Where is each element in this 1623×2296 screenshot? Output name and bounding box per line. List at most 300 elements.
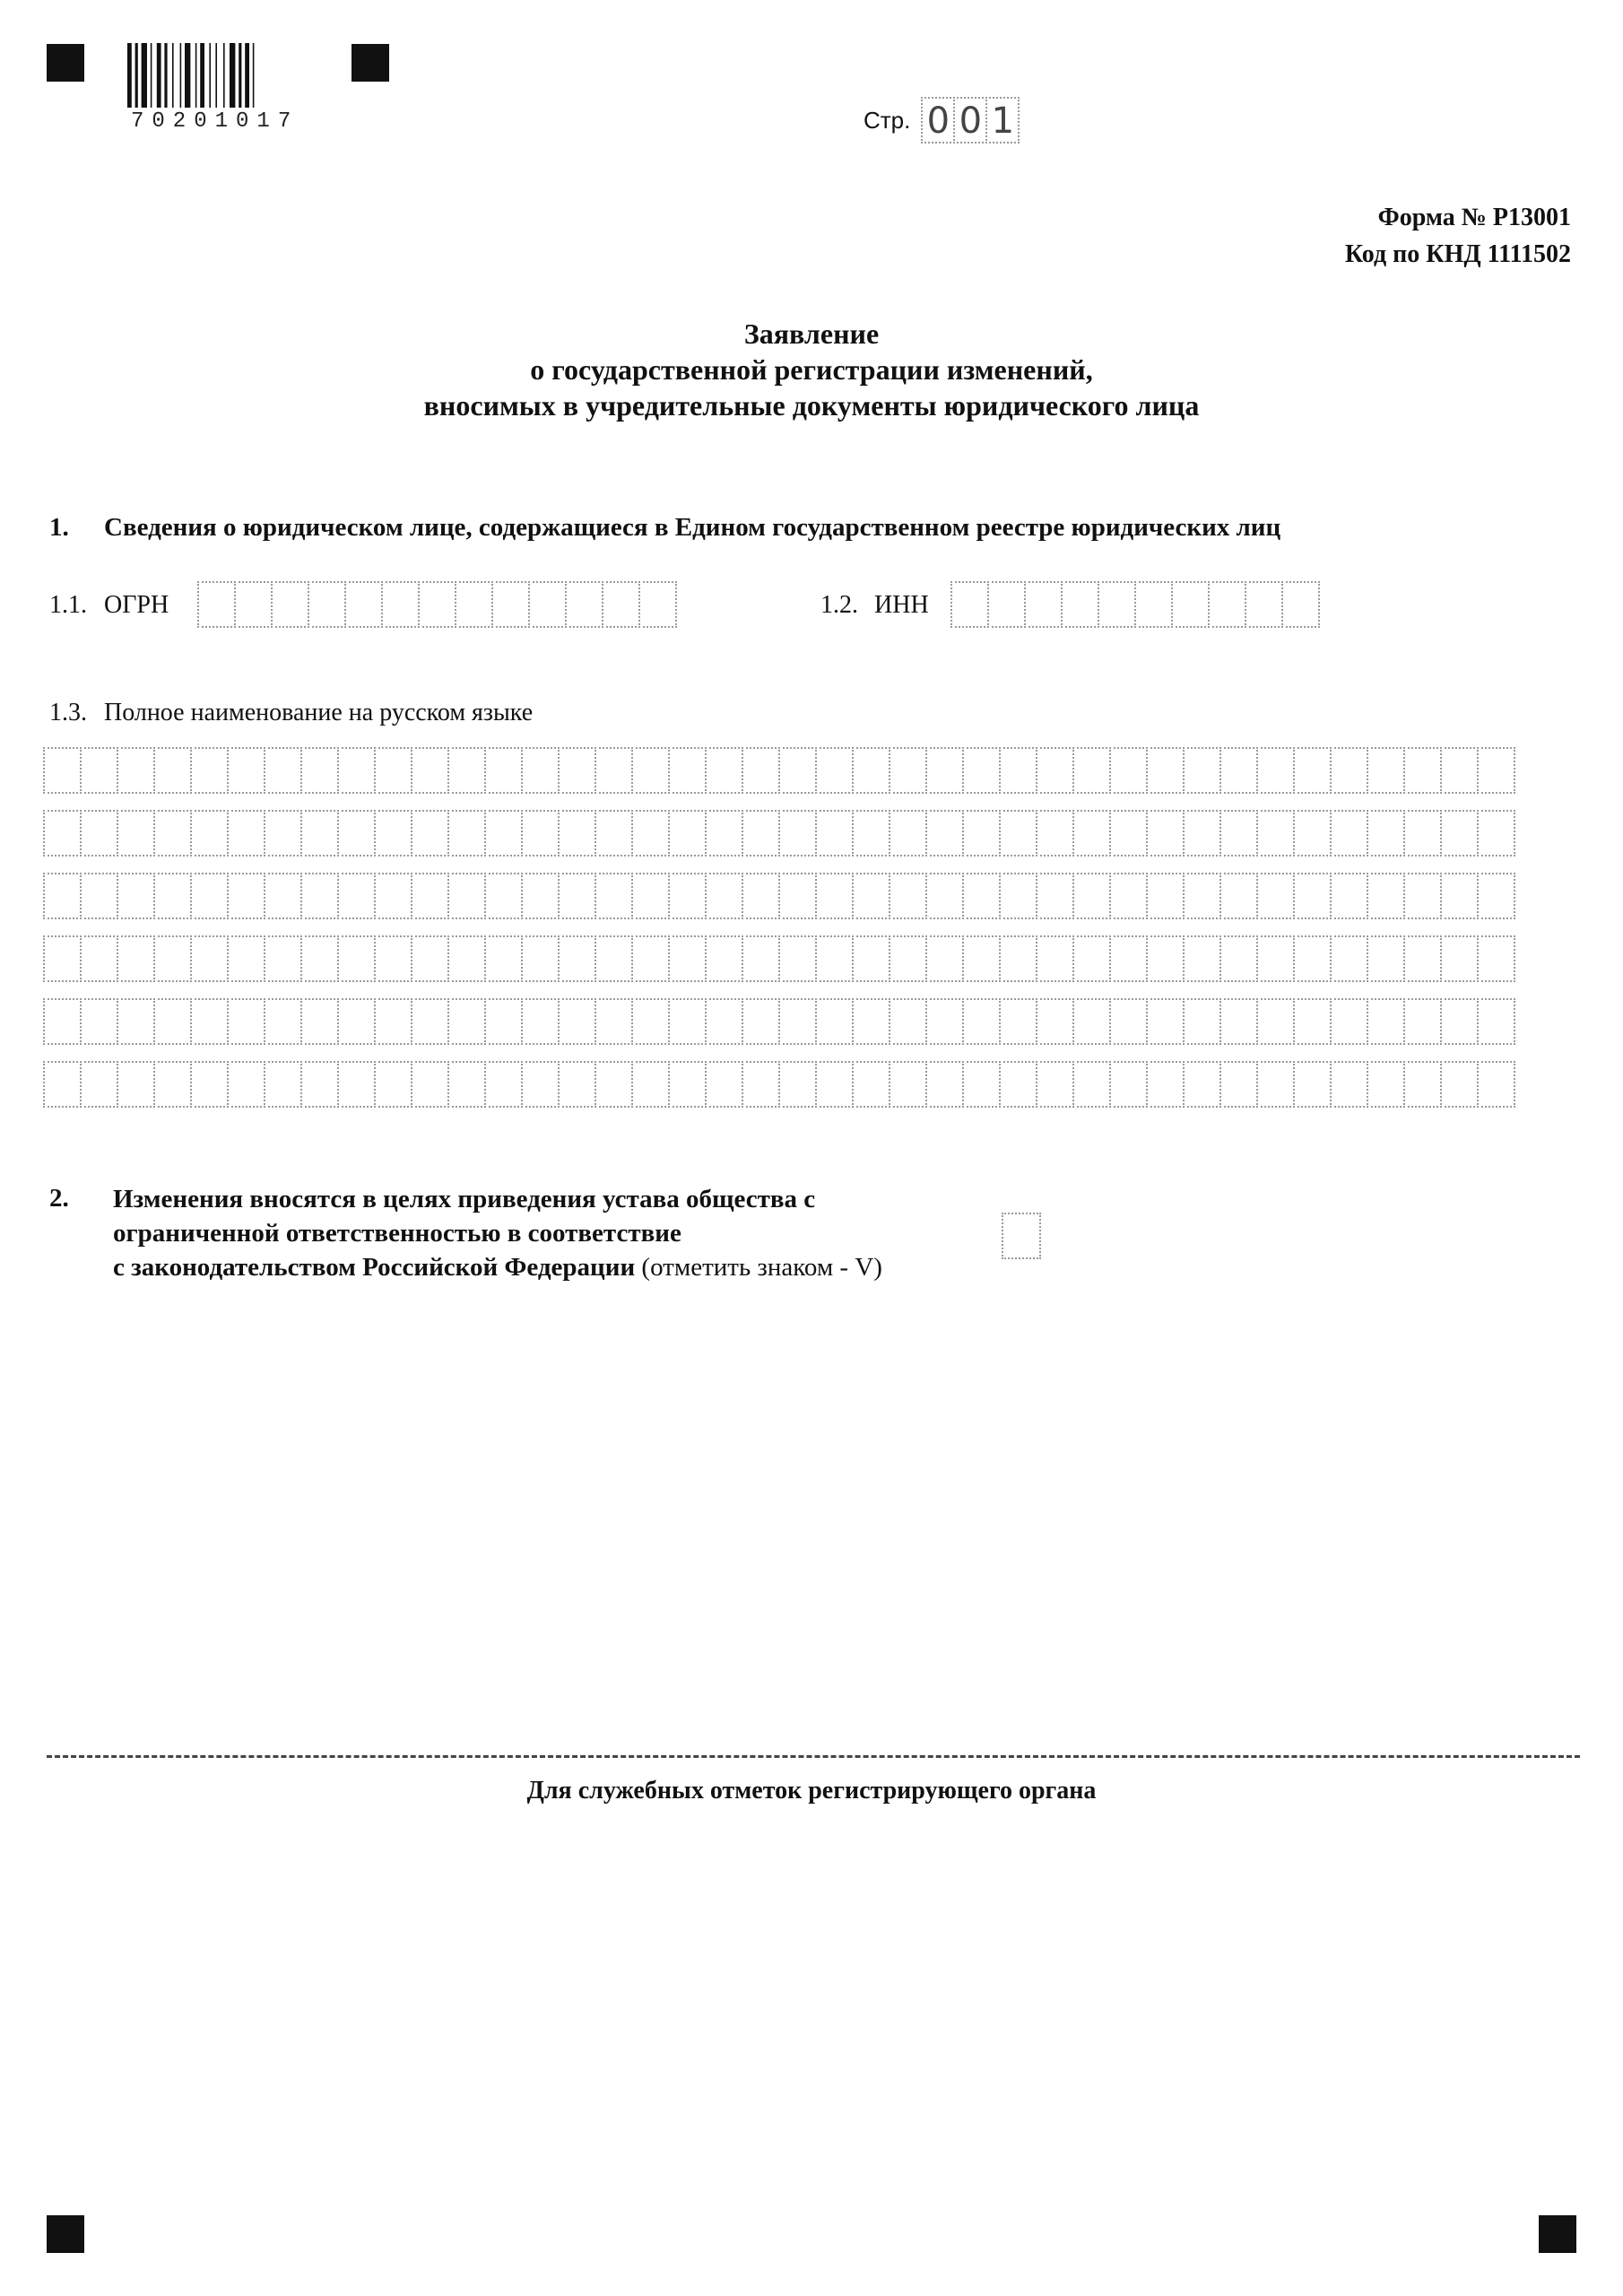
fullname-cell[interactable] (1146, 935, 1185, 982)
page-label: Стр. (864, 106, 911, 134)
fullname-cell[interactable] (1219, 935, 1258, 982)
fullname-cell[interactable] (852, 998, 890, 1045)
fullname-cell[interactable] (1403, 873, 1442, 919)
fullname-cell[interactable] (1403, 998, 1442, 1045)
barcode-bar (239, 43, 241, 108)
fullname-cell[interactable] (962, 747, 1001, 794)
fullname-cell[interactable] (852, 810, 890, 857)
inn-field[interactable] (950, 581, 1318, 628)
inn-cell[interactable] (1281, 581, 1320, 628)
inn-cell[interactable] (1098, 581, 1136, 628)
fullname-cell[interactable] (1330, 873, 1368, 919)
section-2-checkbox[interactable] (1002, 1213, 1041, 1259)
fullname-cell[interactable] (925, 747, 964, 794)
fullname-cell[interactable] (558, 1061, 596, 1108)
ogrn-cell[interactable] (491, 581, 530, 628)
fullname-number: 1.3. (49, 699, 87, 726)
fullname-cell[interactable] (595, 1061, 633, 1108)
fullname-cell[interactable] (264, 935, 302, 982)
fullname-cell[interactable] (742, 810, 780, 857)
ogrn-cell[interactable] (602, 581, 640, 628)
fullname-cell[interactable] (558, 935, 596, 982)
fullname-cell[interactable] (337, 810, 376, 857)
fullname-cell[interactable] (117, 998, 155, 1045)
barcode-bar (200, 43, 204, 108)
fullname-cell[interactable] (1146, 747, 1185, 794)
fullname-cell[interactable] (190, 747, 229, 794)
inn-cell[interactable] (1024, 581, 1063, 628)
fullname-cell[interactable] (337, 998, 376, 1045)
fullname-cell[interactable] (595, 873, 633, 919)
fullname-cell[interactable] (1072, 1061, 1111, 1108)
fullname-cell[interactable] (1367, 810, 1405, 857)
fullname-cell[interactable] (705, 1061, 743, 1108)
fullname-cell[interactable] (190, 1061, 229, 1108)
barcode-bar (185, 43, 190, 108)
fullname-cell[interactable] (1219, 747, 1258, 794)
fullname-cell[interactable] (595, 935, 633, 982)
fullname-cell[interactable] (300, 935, 339, 982)
fullname-cell[interactable] (815, 747, 854, 794)
inn-cell[interactable] (1245, 581, 1283, 628)
fullname-cell[interactable] (815, 935, 854, 982)
fullname-cell[interactable] (558, 873, 596, 919)
fullname-cell[interactable] (999, 873, 1037, 919)
fullname-cell[interactable] (1219, 873, 1258, 919)
fullname-cell[interactable] (1440, 935, 1479, 982)
fullname-cell[interactable] (815, 1061, 854, 1108)
fullname-cell[interactable] (300, 810, 339, 857)
fullname-cell[interactable] (1477, 935, 1515, 982)
ogrn-cell[interactable] (455, 581, 493, 628)
fullname-label: Полное наименование на русском языке (104, 699, 534, 726)
fullname-cell[interactable] (742, 998, 780, 1045)
fullname-cell[interactable] (668, 810, 707, 857)
fullname-cell[interactable] (43, 935, 82, 982)
fullname-cell[interactable] (925, 873, 964, 919)
fullname-cell[interactable] (889, 1061, 927, 1108)
fullname-cell[interactable] (521, 873, 560, 919)
fullname-cell[interactable] (631, 747, 670, 794)
fullname-row (43, 1061, 1514, 1108)
fullname-cell[interactable] (889, 998, 927, 1045)
fullname-cell[interactable] (889, 935, 927, 982)
barcode-bar (245, 43, 249, 108)
fullname-cell[interactable] (521, 747, 560, 794)
fullname-cell[interactable] (484, 810, 523, 857)
fullname-cell[interactable] (1330, 1061, 1368, 1108)
inn-cell[interactable] (950, 581, 989, 628)
fullname-cell[interactable] (1367, 1061, 1405, 1108)
fullname-cell[interactable] (925, 1061, 964, 1108)
fullname-cell[interactable] (1477, 998, 1515, 1045)
fullname-cell[interactable] (374, 747, 412, 794)
fullname-cell[interactable] (227, 935, 265, 982)
fullname-cell[interactable] (447, 810, 486, 857)
fullname-cell[interactable] (558, 810, 596, 857)
fullname-cell[interactable] (668, 747, 707, 794)
ogrn-cell[interactable] (528, 581, 567, 628)
fullname-cell[interactable] (80, 935, 118, 982)
fullname-cell[interactable] (999, 935, 1037, 982)
barcode-bar (180, 43, 182, 108)
barcode-bar (135, 43, 138, 108)
fullname-cell[interactable] (1036, 998, 1074, 1045)
fullname-cell[interactable] (1183, 998, 1221, 1045)
fullname-cell[interactable] (153, 810, 192, 857)
fullname-cell[interactable] (484, 747, 523, 794)
corner-marker-top-left (47, 44, 84, 82)
fullname-cell[interactable] (1036, 935, 1074, 982)
fullname-cell[interactable] (962, 935, 1001, 982)
section-1-number: 1. (49, 513, 69, 542)
fullname-cell[interactable] (1109, 1061, 1148, 1108)
fullname-row (43, 873, 1514, 919)
title-line-2: о государственной регистрации изменений, (530, 353, 1093, 386)
fullname-cell[interactable] (521, 998, 560, 1045)
fullname-cell[interactable] (1330, 998, 1368, 1045)
fullname-cell[interactable] (447, 935, 486, 982)
fullname-cell[interactable] (815, 873, 854, 919)
fullname-cell[interactable] (1440, 747, 1479, 794)
fullname-cell[interactable] (815, 998, 854, 1045)
fullname-cell[interactable] (925, 998, 964, 1045)
fullname-cell[interactable] (1072, 747, 1111, 794)
fullname-cell[interactable] (300, 998, 339, 1045)
inn-cell[interactable] (1134, 581, 1173, 628)
fullname-cell[interactable] (1330, 935, 1368, 982)
fullname-cell[interactable] (1477, 747, 1515, 794)
fullname-cell[interactable] (1036, 810, 1074, 857)
ogrn-cell[interactable] (638, 581, 677, 628)
inn-cell[interactable] (1171, 581, 1210, 628)
fullname-cell[interactable] (80, 1061, 118, 1108)
fullname-cell[interactable] (264, 1061, 302, 1108)
fullname-cell[interactable] (1440, 998, 1479, 1045)
fullname-cell[interactable] (117, 873, 155, 919)
fullname-cell[interactable] (631, 935, 670, 982)
fullname-cell[interactable] (227, 873, 265, 919)
fullname-cell[interactable] (117, 747, 155, 794)
fullname-cell[interactable] (264, 873, 302, 919)
fullname-cell[interactable] (1477, 873, 1515, 919)
fullname-cell[interactable] (43, 998, 82, 1045)
ogrn-number: 1.1. (49, 591, 87, 619)
fullname-cell[interactable] (705, 998, 743, 1045)
fullname-cell[interactable] (742, 747, 780, 794)
fullname-cell[interactable] (337, 935, 376, 982)
fullname-cell[interactable] (43, 747, 82, 794)
footer-label: Для служебных отметок регистрирующего органа (526, 1777, 1097, 1805)
fullname-cell[interactable] (999, 998, 1037, 1045)
fullname-cell[interactable] (558, 747, 596, 794)
fullname-cell[interactable] (1146, 998, 1185, 1045)
fullname-cell[interactable] (1072, 998, 1111, 1045)
fullname-cell[interactable] (153, 1061, 192, 1108)
fullname-cell[interactable] (852, 747, 890, 794)
fullname-cell[interactable] (521, 1061, 560, 1108)
fullname-cell[interactable] (447, 873, 486, 919)
fullname-cell[interactable] (1036, 1061, 1074, 1108)
fullname-cell[interactable] (1293, 873, 1332, 919)
fullname-cell[interactable] (778, 810, 817, 857)
fullname-cell[interactable] (43, 873, 82, 919)
fullname-cell[interactable] (668, 1061, 707, 1108)
fullname-cell[interactable] (1367, 935, 1405, 982)
fullname-cell[interactable] (264, 747, 302, 794)
fullname-cell[interactable] (889, 747, 927, 794)
fullname-cell[interactable] (80, 747, 118, 794)
fullname-cell[interactable] (1109, 935, 1148, 982)
fullname-field[interactable] (43, 747, 1514, 1124)
fullname-cell[interactable] (631, 810, 670, 857)
fullname-cell[interactable] (1256, 747, 1295, 794)
section-1-heading: Сведения о юридическом лице, содержащиеся в Едином государственном реестре юридических лиц (104, 513, 1281, 542)
fullname-cell[interactable] (1293, 810, 1332, 857)
fullname-cell[interactable] (631, 1061, 670, 1108)
fullname-cell[interactable] (1146, 810, 1185, 857)
fullname-row (43, 998, 1514, 1045)
fullname-cell[interactable] (705, 935, 743, 982)
fullname-cell[interactable] (1183, 1061, 1221, 1108)
page-digit: 0 (921, 97, 955, 144)
fullname-cell[interactable] (999, 810, 1037, 857)
fullname-cell[interactable] (1256, 873, 1295, 919)
fullname-cell[interactable] (742, 873, 780, 919)
fullname-cell[interactable] (1036, 747, 1074, 794)
barcode-bar (215, 43, 217, 108)
fullname-cell[interactable] (1256, 998, 1295, 1045)
fullname-cell[interactable] (300, 1061, 339, 1108)
fullname-cell[interactable] (889, 873, 927, 919)
barcode-bar (230, 43, 235, 108)
fullname-cell[interactable] (1219, 1061, 1258, 1108)
fullname-cell[interactable] (374, 1061, 412, 1108)
section-2-line-3: с законодательством Российской Федерации (113, 1253, 636, 1282)
fullname-cell[interactable] (852, 935, 890, 982)
fullname-cell[interactable] (668, 873, 707, 919)
fullname-cell[interactable] (447, 1061, 486, 1108)
fullname-cell[interactable] (1183, 935, 1221, 982)
fullname-cell[interactable] (521, 810, 560, 857)
fullname-cell[interactable] (742, 1061, 780, 1108)
fullname-cell[interactable] (484, 1061, 523, 1108)
fullname-cell[interactable] (1146, 873, 1185, 919)
inn-cell[interactable] (1061, 581, 1099, 628)
fullname-cell[interactable] (1072, 873, 1111, 919)
fullname-cell[interactable] (1109, 810, 1148, 857)
fullname-cell[interactable] (374, 873, 412, 919)
fullname-cell[interactable] (778, 935, 817, 982)
fullname-cell[interactable] (43, 810, 82, 857)
fullname-cell[interactable] (80, 998, 118, 1045)
fullname-cell[interactable] (1367, 747, 1405, 794)
fullname-cell[interactable] (117, 810, 155, 857)
fullname-cell[interactable] (1183, 873, 1221, 919)
ogrn-cell[interactable] (197, 581, 236, 628)
fullname-cell[interactable] (411, 873, 449, 919)
fullname-cell[interactable] (1146, 1061, 1185, 1108)
fullname-cell[interactable] (925, 810, 964, 857)
fullname-cell[interactable] (153, 998, 192, 1045)
fullname-cell[interactable] (1072, 810, 1111, 857)
fullname-cell[interactable] (631, 998, 670, 1045)
fullname-cell[interactable] (227, 998, 265, 1045)
fullname-cell[interactable] (300, 747, 339, 794)
fullname-cell[interactable] (153, 935, 192, 982)
page-number (864, 97, 1018, 144)
fullname-cell[interactable] (1403, 1061, 1442, 1108)
fullname-cell[interactable] (1293, 935, 1332, 982)
fullname-cell[interactable] (815, 810, 854, 857)
ogrn-cell[interactable] (271, 581, 309, 628)
fullname-cell[interactable] (778, 998, 817, 1045)
fullname-cell[interactable] (962, 998, 1001, 1045)
fullname-cell[interactable] (411, 810, 449, 857)
fullname-cell[interactable] (1477, 810, 1515, 857)
fullname-cell[interactable] (1109, 873, 1148, 919)
fullname-cell[interactable] (190, 935, 229, 982)
fullname-cell[interactable] (521, 935, 560, 982)
fullname-cell[interactable] (190, 810, 229, 857)
barcode-bar (195, 43, 197, 108)
ogrn-cell[interactable] (344, 581, 383, 628)
fullname-cell[interactable] (1403, 747, 1442, 794)
fullname-cell[interactable] (705, 810, 743, 857)
fullname-cell[interactable] (778, 747, 817, 794)
fullname-cell[interactable] (337, 1061, 376, 1108)
fullname-cell[interactable] (411, 747, 449, 794)
fullname-cell[interactable] (1219, 810, 1258, 857)
fullname-cell[interactable] (227, 1061, 265, 1108)
fullname-cell[interactable] (484, 935, 523, 982)
barcode-bar (142, 43, 147, 108)
fullname-cell[interactable] (1109, 998, 1148, 1045)
fullname-cell[interactable] (1072, 935, 1111, 982)
fullname-cell[interactable] (742, 935, 780, 982)
fullname-cell[interactable] (337, 747, 376, 794)
ogrn-cell[interactable] (308, 581, 346, 628)
barcode (126, 43, 323, 133)
fullname-cell[interactable] (1403, 935, 1442, 982)
ogrn-field[interactable] (197, 581, 675, 628)
fullname-cell[interactable] (300, 873, 339, 919)
fullname-cell[interactable] (117, 1061, 155, 1108)
fullname-cell[interactable] (1036, 873, 1074, 919)
fullname-cell[interactable] (484, 873, 523, 919)
fullname-cell[interactable] (1256, 935, 1295, 982)
fullname-cell[interactable] (1219, 998, 1258, 1045)
fullname-cell[interactable] (595, 998, 633, 1045)
fullname-cell[interactable] (1256, 1061, 1295, 1108)
corner-marker-top-right (352, 44, 389, 82)
fullname-cell[interactable] (374, 998, 412, 1045)
ogrn-cell[interactable] (234, 581, 273, 628)
fullname-cell[interactable] (1183, 747, 1221, 794)
fullname-cell[interactable] (705, 873, 743, 919)
fullname-cell[interactable] (1293, 1061, 1332, 1108)
fullname-cell[interactable] (999, 1061, 1037, 1108)
fullname-cell[interactable] (411, 935, 449, 982)
inn-number: 1.2. (820, 591, 858, 619)
fullname-cell[interactable] (705, 747, 743, 794)
fullname-cell[interactable] (1256, 810, 1295, 857)
fullname-cell[interactable] (668, 935, 707, 982)
ogrn-cell[interactable] (565, 581, 603, 628)
fullname-cell[interactable] (1440, 1061, 1479, 1108)
fullname-cell[interactable] (227, 810, 265, 857)
fullname-cell[interactable] (153, 873, 192, 919)
fullname-cell[interactable] (374, 935, 412, 982)
fullname-cell[interactable] (190, 998, 229, 1045)
barcode-number: 70201017 (131, 109, 299, 134)
fullname-cell[interactable] (264, 810, 302, 857)
fullname-cell[interactable] (852, 873, 890, 919)
fullname-cell[interactable] (337, 873, 376, 919)
fullname-cell[interactable] (190, 873, 229, 919)
fullname-cell[interactable] (558, 998, 596, 1045)
fullname-cell[interactable] (227, 747, 265, 794)
fullname-cell[interactable] (595, 747, 633, 794)
fullname-cell[interactable] (411, 998, 449, 1045)
fullname-cell[interactable] (1403, 810, 1442, 857)
fullname-cell[interactable] (1330, 747, 1368, 794)
fullname-cell[interactable] (778, 873, 817, 919)
inn-cell[interactable] (1208, 581, 1246, 628)
fullname-cell[interactable] (484, 998, 523, 1045)
fullname-cell[interactable] (999, 747, 1037, 794)
fullname-cell[interactable] (1330, 810, 1368, 857)
ogrn-cell[interactable] (418, 581, 456, 628)
fullname-cell[interactable] (1109, 747, 1148, 794)
fullname-cell[interactable] (80, 810, 118, 857)
fullname-cell[interactable] (117, 935, 155, 982)
fullname-cell[interactable] (1367, 873, 1405, 919)
fullname-row (43, 810, 1514, 857)
knd-code: Код по КНД 1111502 (1344, 240, 1571, 268)
fullname-cell[interactable] (374, 810, 412, 857)
fullname-cell[interactable] (1367, 998, 1405, 1045)
fullname-cell[interactable] (80, 873, 118, 919)
fullname-cell[interactable] (962, 1061, 1001, 1108)
fullname-cell[interactable] (631, 873, 670, 919)
fullname-cell[interactable] (668, 998, 707, 1045)
fullname-cell[interactable] (962, 873, 1001, 919)
fullname-cell[interactable] (595, 810, 633, 857)
fullname-cell[interactable] (1293, 998, 1332, 1045)
fullname-cell[interactable] (264, 998, 302, 1045)
fullname-cell[interactable] (1183, 810, 1221, 857)
fullname-cell[interactable] (852, 1061, 890, 1108)
fullname-cell[interactable] (925, 935, 964, 982)
fullname-cell[interactable] (1293, 747, 1332, 794)
fullname-cell[interactable] (153, 747, 192, 794)
barcode-bar (151, 43, 152, 108)
inn-label: ИНН (874, 591, 929, 619)
fullname-cell[interactable] (447, 747, 486, 794)
ogrn-cell[interactable] (381, 581, 420, 628)
inn-cell[interactable] (987, 581, 1026, 628)
fullname-cell[interactable] (43, 1061, 82, 1108)
fullname-cell[interactable] (447, 998, 486, 1045)
fullname-cell[interactable] (889, 810, 927, 857)
fullname-cell[interactable] (411, 1061, 449, 1108)
fullname-cell[interactable] (1440, 873, 1479, 919)
fullname-cell[interactable] (1440, 810, 1479, 857)
fullname-cell[interactable] (778, 1061, 817, 1108)
fullname-cell[interactable] (962, 810, 1001, 857)
fullname-cell[interactable] (1477, 1061, 1515, 1108)
